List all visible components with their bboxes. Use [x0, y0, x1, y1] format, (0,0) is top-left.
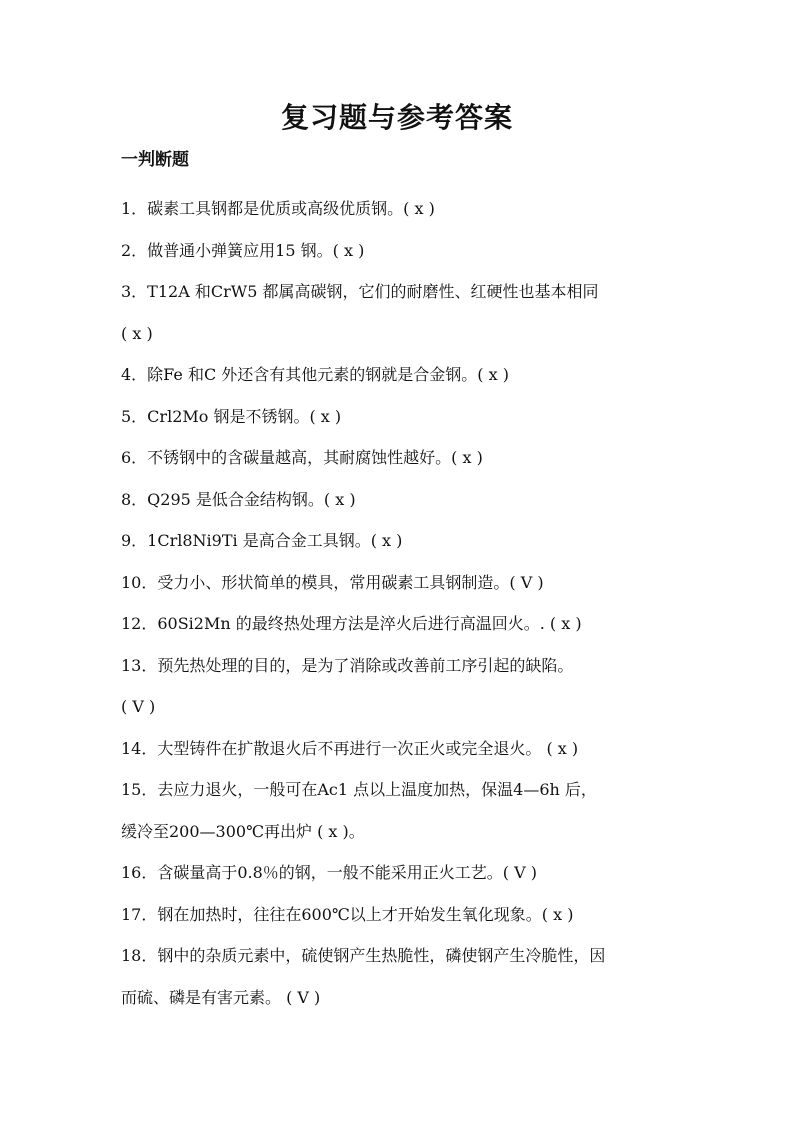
question-line: 14．大型铸件在扩散退火后不再进行一次正火或完全退火。 ( x ) — [121, 738, 579, 758]
question-line: 4．除Fe 和C 外还含有其他元素的钢就是合金钢。( x ) — [121, 365, 509, 384]
question-line: 5．Crl2Mo 钢是不锈钢。( x ) — [121, 406, 342, 426]
question-line: 2．做普通小弹簧应用15 钢。( x ) — [121, 240, 365, 260]
question-line: 13．预先热处理的目的，是为了消除或改善前工序引起的缺陷。 — [121, 655, 574, 675]
question-list — [121, 188, 681, 1018]
question-line: 15．去应力退火，一般可在Ac1 点以上温度加热，保温4—6h 后， — [121, 780, 597, 799]
page-title: 复习题与参考答案 — [280, 101, 513, 134]
question-line: 8．Q295 是低合金结构钢。( x ) — [121, 489, 356, 509]
question-line: 16．含碳量高于0.8％的钢，一般不能采用正火工艺。( V ) — [121, 863, 538, 882]
section-heading: 一判断题 — [121, 150, 189, 170]
question-line: 6．不锈钢中的含碳量越高，其耐腐蚀性越好。( x ) — [121, 448, 483, 467]
question-line: 缓冷至200—300℃再出炉 ( x )。 — [121, 821, 365, 841]
question-line: 而硫、磷是有害元素。 ( V ) — [121, 987, 321, 1007]
question-line: ( x ) — [121, 323, 153, 343]
question-line: ( V ) — [121, 697, 156, 716]
question-line: 3．T12A 和CrW5 都属高碳钢，它们的耐磨性、红硬性也基本相同 — [121, 282, 599, 301]
question-line: 10．受力小、形状简单的模具，常用碳素工具钢制造。( V ) — [121, 572, 544, 592]
question-line: 9．1Crl8Ni9Ti 是高合金工具钢。( x ) — [121, 531, 403, 550]
question-line: 17．钢在加热时，往往在600℃以上才开始发生氧化现象。( x ) — [121, 904, 574, 924]
question-line: 18．钢中的杂质元素中，硫使钢产生热脆性，磷使钢产生冷脆性，因 — [121, 946, 606, 965]
question-line: 1．碳素工具钢都是优质或高级优质钢。( x ) — [121, 199, 435, 218]
question-line: 12．60Si2Mn 的最终热处理方法是淬火后进行高温回火。. ( x ) — [121, 614, 582, 633]
